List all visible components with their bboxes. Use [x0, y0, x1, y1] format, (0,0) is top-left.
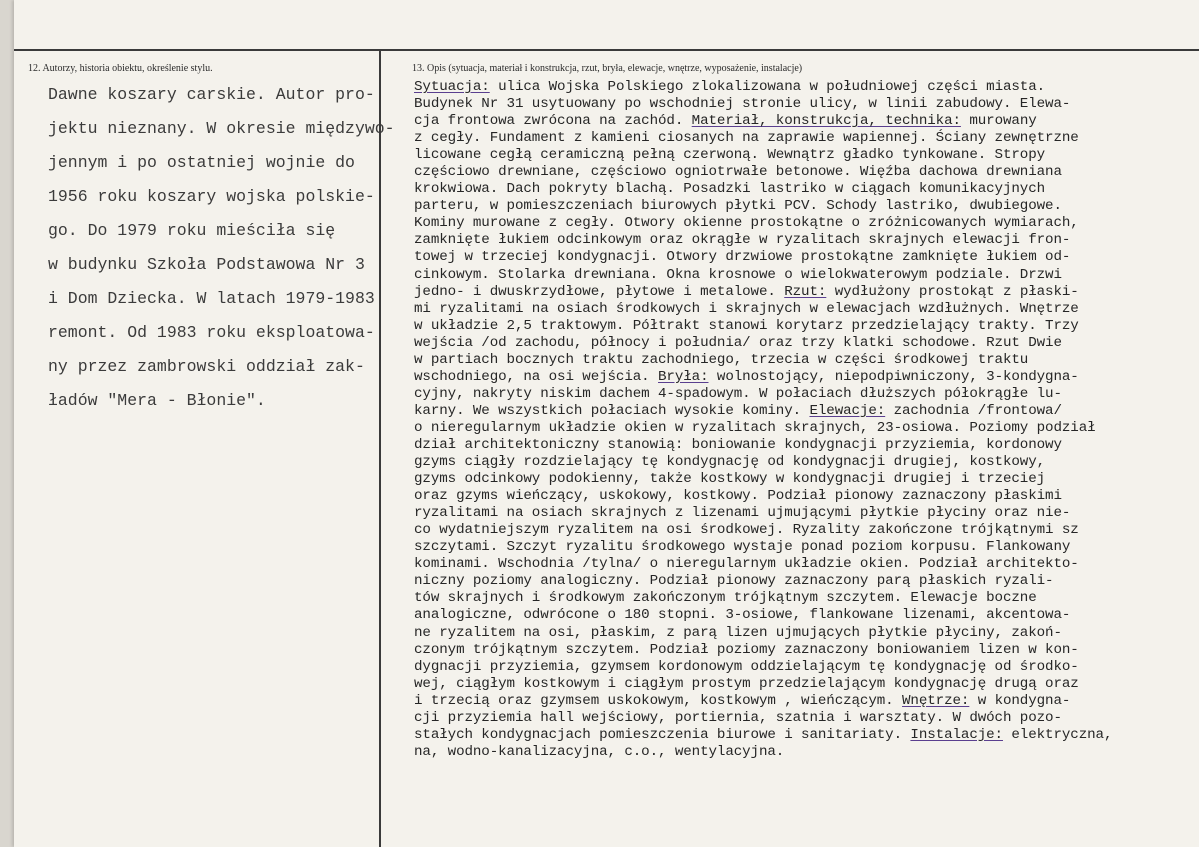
section-12-line: jektu nieznany. W okresie międzywo- — [48, 119, 395, 138]
subheading-label: Wnętrze: — [902, 692, 970, 709]
body-text: cinkowym. Stolarka drewniana. Okna krosnowe o wielokwaterowym podziale. Drzwi — [414, 266, 1062, 283]
section-13-line — [414, 164, 1199, 181]
section-13-line — [414, 318, 1199, 335]
section-12-line: ładów "Mera - Błonie". — [48, 391, 266, 410]
section-13-line — [414, 215, 1199, 232]
section-13-line — [414, 454, 1199, 471]
document-sheet — [14, 0, 1199, 847]
body-text: ulica Wojska Polskiego zlokalizowana w południowej części miasta. — [489, 79, 1046, 95]
section-13-line — [414, 335, 1199, 352]
section-13-line — [414, 522, 1199, 539]
body-text: kominami. Wschodnia /tylna/ o nieregularnym układzie okien. Podział architekto- — [414, 556, 1079, 573]
body-text: z cegły. Fundament z kamieni ciosanych na zaprawie wapiennej. Ściany zewnętrzne — [414, 130, 1079, 147]
section-13-line — [414, 352, 1199, 369]
section-13-line — [414, 505, 1199, 522]
body-text: dygnacji przyziemia, gzymsem kordonowym oddzielającym tę kondygnację od środko- — [414, 658, 1079, 675]
body-text: krokwiowa. Dach pokryty blachą. Posadzki lastriko w ciągach komunikacyjnych — [414, 181, 1046, 198]
header-rule — [14, 49, 1199, 51]
body-text: częściowo drewniane, częściowo ogniotrwałe betonowe. Więźba dachowa drewniana — [414, 164, 1062, 181]
section-12-line: remont. Od 1983 roku eksploatowa- — [48, 323, 375, 342]
section-13-line — [414, 590, 1199, 607]
body-text: cyjny, nakryty niskim dachem 4-spadowym. W połaciach dłuższych półokrągłe lu- — [414, 385, 1062, 402]
section-13-line — [414, 386, 1199, 403]
body-text: wej, ciągłym kostkowym i ciągłym prostym przedzielającym kondygnację drugą oraz — [414, 675, 1079, 692]
section-13-header: 13. Opis (sytuacja, materiał i konstrukcja, rzut, bryła, elewacje, wnętrze, wyposażenie, instalacje) — [412, 63, 803, 74]
body-text: co wydatniejszym ryzalitem na osi środkowej. Ryzality zakończone trójkątnymi sz — [414, 522, 1079, 539]
subheading-label: Materiał, konstrukcja, technika: — [691, 113, 961, 130]
section-13-line — [414, 198, 1199, 215]
section-13-line — [414, 556, 1199, 573]
section-13-line — [414, 301, 1199, 318]
section-13-line — [414, 181, 1199, 198]
section-13-text — [414, 79, 1199, 761]
section-12-line: ny przez zambrowski oddział zak- — [48, 357, 365, 376]
body-text: karny. We wszystkich połaciach wysokie kominy. — [414, 402, 810, 419]
body-text: ne ryzalitem na osi, płaskim, z parą lizen ujmujących płytkie płyciny, zakoń- — [414, 624, 1062, 641]
body-text: wolnostojący, niepodpiwniczony, 3-kondygna- — [708, 368, 1079, 385]
section-12-line: go. Do 1979 roku mieściła się — [48, 221, 336, 240]
section-13-line — [414, 642, 1199, 659]
subheading-label: Instalacje: — [910, 726, 1003, 743]
section-13-line — [414, 573, 1199, 590]
body-text: cji przyziemia hall wejściowy, portiernia, szatnia i warsztaty. W dwóch pozo- — [414, 709, 1062, 726]
section-13-line — [414, 267, 1199, 284]
section-13-line — [414, 471, 1199, 488]
section-13-line — [414, 284, 1199, 301]
body-text: murowany — [960, 113, 1037, 130]
section-13-line — [414, 607, 1199, 624]
body-text: stałych kondygnacjach pomieszczenia biurowe i sanitariaty. — [414, 726, 911, 743]
section-13-line — [414, 710, 1199, 727]
subheading-label: Sytuacja: — [414, 79, 490, 95]
subheading-label: Bryła: — [658, 368, 709, 385]
section-13-line — [414, 147, 1199, 164]
section-13-line — [414, 744, 1199, 761]
section-13-line — [414, 727, 1199, 744]
body-text: towej w trzeciej kondygnacji. Otwory drzwiowe prostokątne zamknięte łukiem od- — [414, 249, 1071, 266]
body-text: Budynek Nr 31 usytuowany po wschodniej stronie ulicy, w linii zabudowy. Elewa- — [414, 96, 1071, 113]
section-13-line — [414, 232, 1199, 249]
body-text: wejścia /od zachodu, północy i południa/ oraz trzy klatki schodowe. Rzut Dwie — [414, 334, 1062, 351]
body-text: jedno- i dwuskrzydłowe, płytowe i metalowe. — [414, 283, 785, 300]
section-13-line — [414, 249, 1199, 266]
section-12-header: 12. Autorzy, historia obiektu, określenie stylu. — [28, 63, 213, 74]
section-13-line — [414, 96, 1199, 113]
section-13-line — [414, 437, 1199, 454]
body-text: niczny poziomy analogiczny. Podział pionowy zaznaczony parą płaskich ryzali- — [414, 573, 1054, 590]
body-text: Kominy murowane z cegły. Otwory okienne prostokątne o zróżnicowanych wymiarach, — [414, 215, 1079, 232]
body-text: oraz gzyms wieńczący, uskokowy, kostkowy. Podział pionowy zaznaczony płaskimi — [414, 488, 1062, 505]
section-12-line: 1956 roku koszary wojska polskie- — [48, 187, 375, 206]
subheading-label: Rzut: — [784, 283, 827, 300]
body-text: na, wodno-kanalizacyjna, c.o., wentylacyjna. — [414, 743, 785, 760]
section-12-text — [48, 78, 395, 418]
body-text: w kondygna- — [969, 692, 1071, 709]
section-13-line — [414, 693, 1199, 710]
section-13-line — [414, 369, 1199, 386]
section-13-line — [414, 113, 1199, 130]
body-text: zachodnia /frontowa/ — [885, 402, 1062, 419]
section-12-line: jennym i po ostatniej wojnie do — [48, 153, 355, 172]
body-text: o nieregularnym układzie okien w ryzalitach skrajnych, 23-osiowa. Poziomy podział — [414, 419, 1096, 436]
body-text: wydłużony prostokąt z płaski- — [826, 283, 1079, 300]
body-text: ryzalitami na osiach skrajnych z lizenami ujmującymi płytkie płyciny oraz nie- — [414, 505, 1071, 522]
section-13-line — [414, 676, 1199, 693]
body-text: analogiczne, odwrócone o 180 stopni. 3-osiowe, flankowane lizenami, akcentowa- — [414, 607, 1071, 624]
section-12-line: i Dom Dziecka. W latach 1979-1983 — [48, 289, 375, 308]
body-text: elektryczna, — [1002, 726, 1113, 743]
body-text: w układzie 2,5 traktowym. Półtrakt stanowi korytarz przedzielający trakty. Trzy — [414, 317, 1079, 334]
subheading-label: Elewacje: — [809, 402, 886, 419]
section-13-line — [414, 539, 1199, 556]
section-13-line — [414, 659, 1199, 676]
body-text: tów skrajnych i środkowym zakończonym trójkątnym szczytem. Elewacje boczne — [414, 590, 1037, 607]
body-text: zamknięte łukiem odcinkowym oraz okrągłe w ryzalitach skrajnych elewacji fron- — [414, 232, 1071, 249]
section-12-line: w budynku Szkoła Podstawowa Nr 3 — [48, 255, 365, 274]
body-text: szczytami. Szczyt ryzalitu środkowego wystaje ponad poziom korpusu. Flankowany — [414, 539, 1071, 556]
section-13-line — [414, 625, 1199, 642]
body-text: licowane cegłą ceramiczną pełną czerwoną. Wewnątrz gładko tynkowane. Stropy — [414, 147, 1046, 164]
body-text: wschodniego, na osi wejścia. — [414, 368, 659, 385]
body-text: parteru, w pomieszczeniach biurowych płytki PCV. Schody lastriko, dwubiegowe. — [414, 198, 1062, 215]
body-text: gzyms ciągły rozdzielający tę kondygnację od kondygnacji drugiej, kostkowy, — [414, 454, 1046, 471]
body-text: gzyms odcinkowy podokienny, także kostkowy w kondygnacji drugiej i trzeciej — [414, 471, 1046, 488]
body-text: mi ryzalitami na osiach środkowych i skrajnych w elewacjach wzdłużnych. Wnętrze — [414, 300, 1079, 317]
body-text: dział architektoniczny stanowią: boniowanie kondygnacji przyziemia, kordonowy — [414, 436, 1062, 453]
body-text: czonym trójkątnym szczytem. Podział poziomy zaznaczony boniowaniem lizen w kon- — [414, 641, 1079, 658]
section-13-line — [414, 130, 1199, 147]
section-13-line — [414, 79, 1199, 96]
section-12-line: Dawne koszary carskie. Autor pro- — [48, 85, 375, 104]
section-13-line — [414, 403, 1199, 420]
section-13-line — [414, 488, 1199, 505]
body-text: w partiach bocznych traktu zachodniego, trzecia w części środkowej traktu — [414, 351, 1029, 368]
body-text: i trzecią oraz gzymsem uskokowym, kostkowym , wieńczącym. — [414, 692, 903, 709]
body-text: cja frontowa zwrócona na zachód. — [414, 113, 692, 130]
section-13-line — [414, 420, 1199, 437]
